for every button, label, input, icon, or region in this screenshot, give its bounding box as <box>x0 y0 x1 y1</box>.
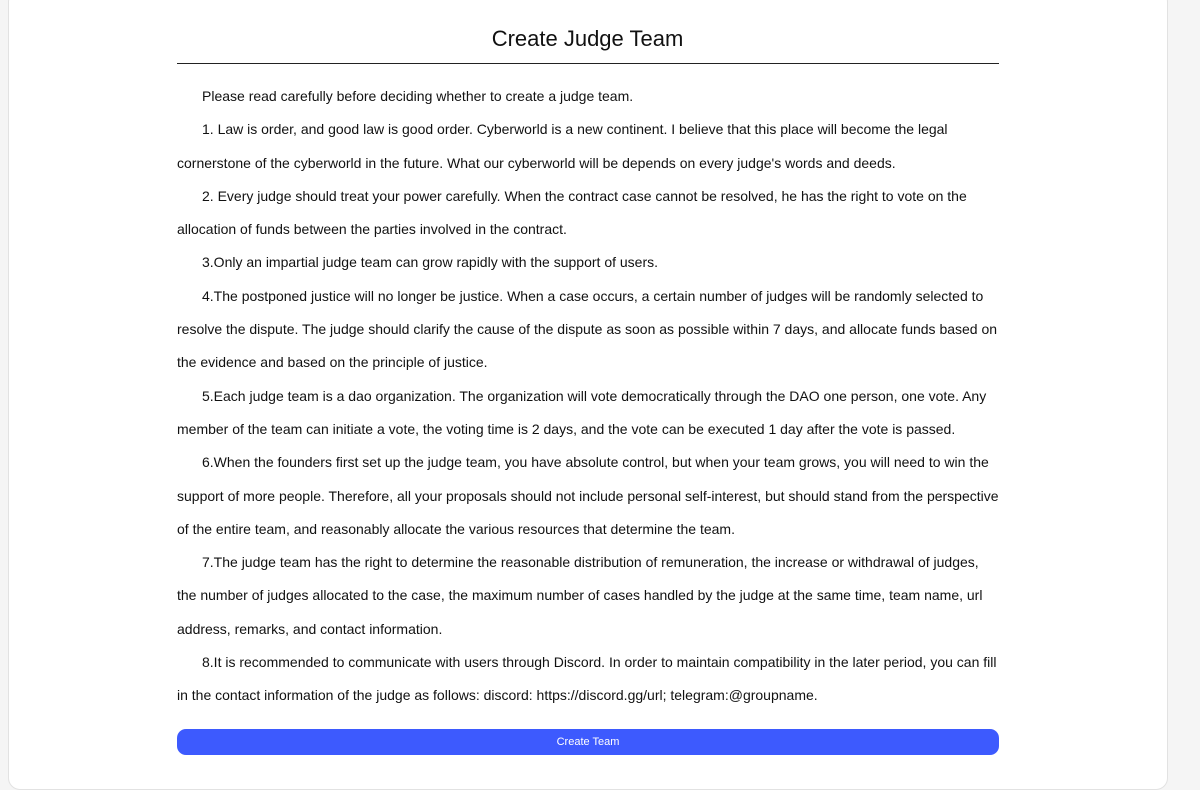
page-title: Create Judge Team <box>491 26 684 51</box>
title-divider <box>177 63 999 64</box>
notice-text <box>177 80 999 713</box>
notice-item-2: 2. Every judge should treat your power carefully. When the contract case cannot be resolved, he has the right to vote on the allocation of funds between the parties involved in the contract. <box>177 187 967 238</box>
notice-item-8: 8.It is recommended to communicate with users through Discord. In order to maintain compatibility in the later period, you can fill in the contact information of the judge as follows: discord: https://discord.gg/url; telegram:@groupname. <box>177 654 997 704</box>
notice-item-1: 1. Law is order, and good law is good order. Cyberworld is a new continent. I believe that this place will become the legal cornerstone of the cyberworld in the future. What our cyberworld will be depends on every judge's words and deeds. <box>177 121 948 171</box>
notice-item-6: 6.When the founders first set up the judge team, you have absolute control, but when your team grows, you will need to win the support of more people. Therefore, all your proposals should not include personal self-interest, but should stand from the perspective of the entire team, and reasonably allocate the various resources that determine the team. <box>177 454 999 537</box>
create-team-button[interactable]: Create Team <box>177 729 999 755</box>
notice-item-3: 3.Only an impartial judge team can grow rapidly with the support of users. <box>202 254 659 271</box>
notice-item-7: 7.The judge team has the right to determine the reasonable distribution of remuneration, the increase or withdrawal of judges, the number of judges allocated to the case, the maximum number of cases handled by the judge at the same time, team name, url address, remarks, and contact information. <box>177 554 983 637</box>
notice-intro: Please read carefully before deciding whether to create a judge team. <box>202 88 634 104</box>
notice-item-4: 4.The postponed justice will no longer be justice. When a case occurs, a certain number of judges will be randomly selected to resolve the dispute. The judge should clarify the cause of the dispute as soon as possible within 7 days, and allocate funds based on the evidence and based on the principle of justice. <box>177 287 998 371</box>
notice-item-5: 5.Each judge team is a dao organization. The organization will vote democratically through the DAO one person, one vote. Any member of the team can initiate a vote, the voting time is 2 days, and the vote can be executed 1 day after the vote is passed. <box>177 387 987 437</box>
